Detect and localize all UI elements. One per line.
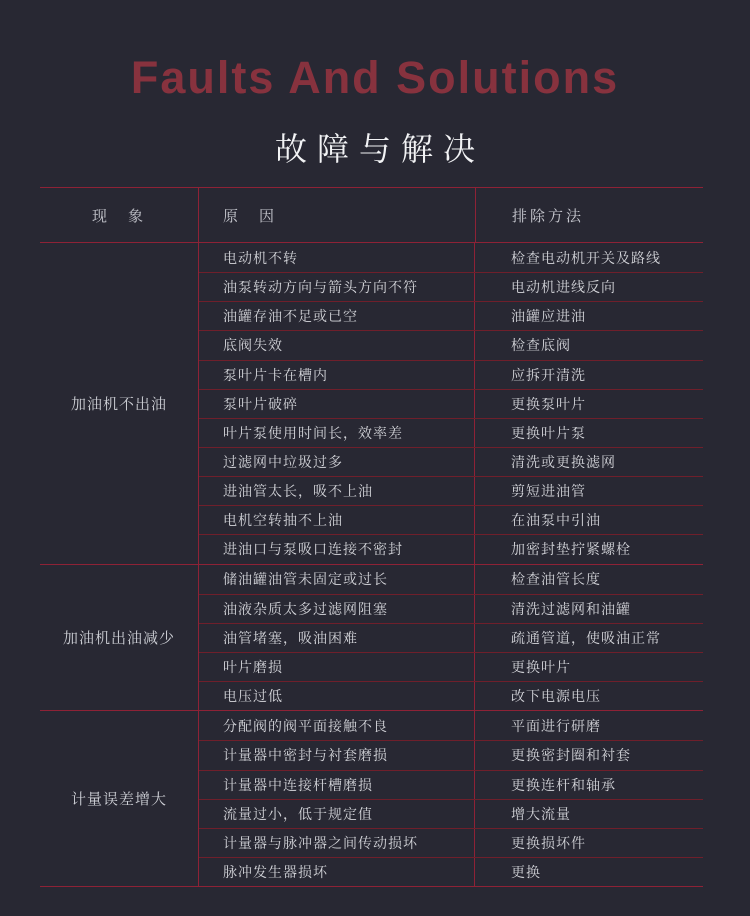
fault-section — [40, 710, 703, 886]
cause-cell: 计量器与脉冲器之间传动损坏 — [199, 829, 475, 857]
table-body — [40, 243, 703, 886]
cause-cell: 油泵转动方向与箭头方向不符 — [199, 273, 475, 301]
section-rows — [198, 711, 703, 886]
solution-cell: 应拆开清洗 — [511, 366, 586, 383]
cause-cell: 电机空转抽不上油 — [199, 506, 475, 534]
cause-cell: 泵叶片卡在槽内 — [199, 361, 475, 389]
solution-cell: 更换 — [511, 864, 541, 881]
cause-cell: 储油罐油管未固定或过长 — [199, 565, 475, 594]
faults-table — [40, 187, 703, 887]
table-row — [199, 828, 703, 857]
cause-cell: 油液杂质太多过滤网阻塞 — [199, 595, 475, 623]
header-solution: 排除方法 — [475, 188, 703, 242]
solution-cell: 更换损坏件 — [511, 834, 586, 851]
solution-cell: 剪短进油管 — [511, 483, 586, 500]
table-row — [199, 389, 703, 418]
cause-cell: 过滤网中垃圾过多 — [199, 448, 475, 476]
cause-cell: 油罐存油不足或已空 — [199, 302, 475, 330]
table-row — [199, 534, 703, 563]
solution-cell: 更换密封圈和衬套 — [511, 747, 631, 764]
solution-cell: 更换连杆和轴承 — [511, 776, 616, 793]
table-row — [199, 272, 703, 301]
cause-cell: 油管堵塞，吸油困难 — [199, 624, 475, 652]
table-row — [199, 243, 703, 272]
section-phenomenon-label: 加油机出油减少 — [62, 629, 175, 647]
solution-cell: 检查电动机开关及路线 — [511, 249, 661, 266]
section-phenomenon-label: 加油机不出油 — [70, 395, 167, 413]
table-row — [199, 565, 703, 594]
cause-cell: 计量器中连接杆槽磨损 — [199, 771, 475, 799]
solution-cell: 更换泵叶片 — [511, 395, 586, 412]
solution-cell: 增大流量 — [511, 805, 571, 822]
table-row — [199, 505, 703, 534]
header-phenomenon: 现 象 — [91, 207, 146, 225]
solution-cell: 清洗或更换滤网 — [511, 454, 616, 471]
table-row — [199, 330, 703, 359]
solution-cell: 更换叶片泵 — [511, 424, 586, 441]
solution-cell: 油罐应进油 — [511, 308, 586, 325]
solution-cell: 更换叶片 — [511, 659, 571, 676]
table-row — [199, 476, 703, 505]
table-row — [199, 740, 703, 769]
cause-cell: 电压过低 — [199, 682, 475, 710]
solution-cell: 清洗过滤网和油罐 — [511, 600, 631, 617]
table-row — [199, 770, 703, 799]
cause-cell: 分配阀的阀平面接触不良 — [199, 711, 475, 740]
table-row — [199, 711, 703, 740]
table-row — [199, 418, 703, 447]
table-row — [199, 681, 703, 710]
table-row — [199, 652, 703, 681]
section-rows — [198, 565, 703, 711]
table-row — [199, 447, 703, 476]
cause-cell: 进油口与泵吸口连接不密封 — [199, 535, 475, 563]
cause-cell: 计量器中密封与衬套磨损 — [199, 741, 475, 769]
page-title: Faults And Solutions — [130, 52, 620, 103]
cause-cell: 流量过小，低于规定值 — [199, 800, 475, 828]
solution-cell: 平面进行研磨 — [511, 717, 601, 734]
table-row — [199, 857, 703, 886]
page-subtitle: 故障与解决 — [274, 131, 485, 167]
table-row — [199, 623, 703, 652]
solution-cell: 加密封垫拧紧螺栓 — [511, 541, 631, 558]
section-phenomenon-label: 计量误差增大 — [70, 791, 167, 809]
solution-cell: 在油泵中引油 — [511, 512, 601, 529]
table-row — [199, 594, 703, 623]
table-row — [199, 301, 703, 330]
cause-cell: 电动机不转 — [199, 243, 475, 272]
cause-cell: 叶片磨损 — [199, 653, 475, 681]
fault-section — [40, 243, 703, 564]
cause-cell: 进油管太长，吸不上油 — [199, 477, 475, 505]
cause-cell: 叶片泵使用时间长，效率差 — [199, 419, 475, 447]
fault-section — [40, 564, 703, 711]
solution-cell: 疏通管道，使吸油正常 — [511, 629, 661, 646]
cause-cell: 脉冲发生器损坏 — [199, 858, 475, 886]
cause-cell: 底阀失效 — [199, 331, 475, 359]
solution-cell: 检查底阀 — [511, 337, 571, 354]
table-row — [199, 799, 703, 828]
table-header-row — [40, 188, 703, 243]
solution-cell: 检查油管长度 — [511, 571, 601, 588]
table-row — [199, 360, 703, 389]
cause-cell: 泵叶片破碎 — [199, 390, 475, 418]
solution-cell: 改下电源电压 — [511, 688, 601, 705]
solution-cell: 电动机进线反向 — [511, 279, 616, 296]
section-rows — [198, 243, 703, 564]
header-cause: 原 因 — [198, 188, 475, 242]
